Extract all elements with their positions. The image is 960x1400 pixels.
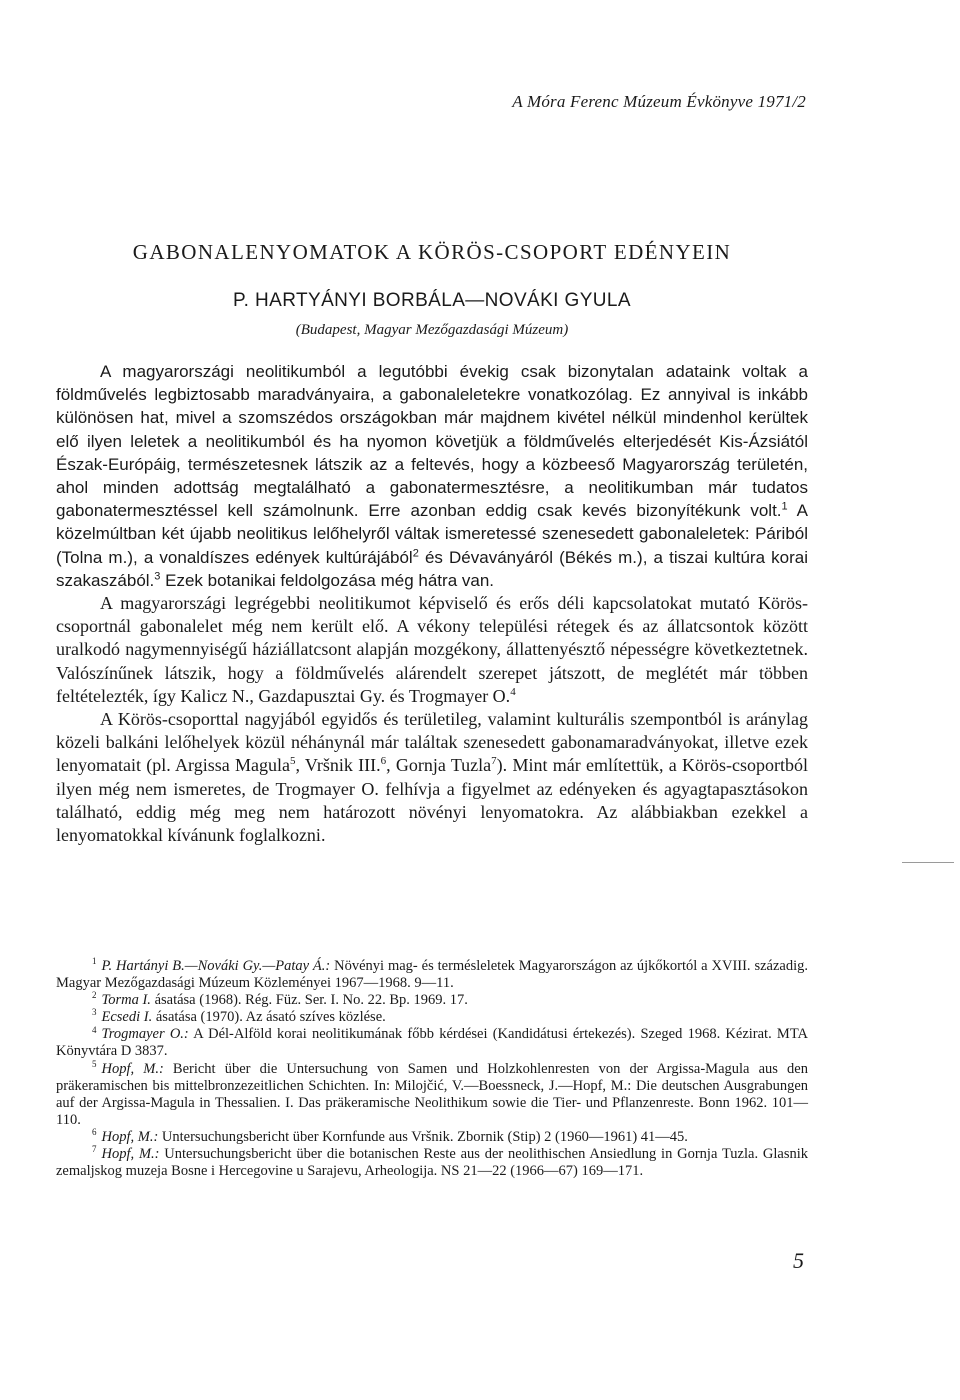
text-run: A magyarországi legrégebbi neolitikumot képviselő és erős déli kapcsolatokat mutató Körös-csoportnál gabonalelet még nem került elő. A vékony települési rétegek és az állatcsontok között uralkodó nagymennyiségű háziállatcsont alapján mozgékony, állattenyésztő népességre következtetnek. Valószínűnek látszik, hogy a földművelés alárendelt szerepet játszott, de meglétét már többen feltételezték, így Kalicz N., Gazdapusztai Gy. és Trogmayer O. [56,593,808,706]
article-title: GABONALENYOMATOK A KÖRÖS-CSOPORT EDÉNYEIN [132,240,732,264]
footnote-5 [56,1058,808,1129]
footnote-author: Torma I. [101,992,151,1009]
footnote-author: Hopf, M.: [101,1060,164,1077]
text-run: ). Mint már említettük, a Körös-csoportból ilyen még nem ismeretes, de Trogmayer O. felhívja a figyelmet az edényeken és agyagtapasztásokon található, eddig még meg nem határozott növényi lenyomatokra. Az alábbiakban ezekkel a lenyomatokkal kívánunk foglalkozni. [56,755,808,846]
footnote-ref-2[interactable]: 2 [412,546,419,559]
text-run: Ezek botanikai feldolgozása még hátra van. [160,570,494,590]
footnote-text: A Dél-Alföld korai neolitikumának főbb kérdései (Kandidátusi értekezés). Szeged 1968. Kézirat. MTA Könyvtára D 3837. [56,1026,808,1060]
article-body [56,360,808,847]
footnotes [56,958,808,1180]
footnote-3 [56,1009,808,1026]
text-run: A Körös-csoporttal nagyjából egyidős és területileg, valamint kulturális szempontból is aránylag közeli balkáni lelőhelyek közül néhánynál már találtak szenesedett gabonamaradványokat, illetve ezek lenyomatait (pl. Argissa Magula [56,709,808,776]
footnote-ref-5[interactable]: 5 [289,755,296,768]
footnote-2 [56,992,808,1009]
footnote-ref-6[interactable]: 6 [380,755,387,768]
paragraph-3 [56,708,808,847]
footnote-text: Untersuchungsbericht über die botanischen Reste aus der neolithischen Ansiedlung in Gornja Tuzla. Glasnik zemaljskog muzeja Bosne i Hercegovine u Sarajevu, Arheologija. NS 21—22 (1966—67) 169—171. [56,1146,808,1180]
text-run: és Dévaványáról (Békés m.), a tiszai kultúra korai szakaszából. [56,547,808,590]
paragraph-2 [56,592,808,708]
footnote-author: Hopf, M.: [101,1128,159,1145]
footnote-1 [56,958,808,992]
footnote-author: P. Hartányi B.—Nováki Gy.—Patay Á.: [101,958,331,974]
text-run: , Gornja Tuzla [386,755,492,776]
footnote-number: 3 [92,1007,97,1018]
footnote-number: 2 [92,990,97,1001]
footnote-text: Untersuchungsbericht über Kornfunde aus Vršnik. Zbornik (Stip) 2 (1960—1961) 41—45. [158,1128,688,1145]
page-number: 5 [793,1248,804,1273]
footnote-4 [56,1026,808,1060]
footnote-number: 4 [92,1024,97,1035]
footnote-6 [56,1129,808,1146]
author-affiliation: (Budapest, Magyar Mezőgazdasági Múzeum) [295,322,569,338]
text-run: A magyarországi neolitikumból a legutóbbi évekig csak bizonytalan adataink voltak a földművelés legbiztosabb maradványaira, a gabonaleletekre vonatkozólag. Ez annyival is inkább különösen hat, mivel a szomszédos országokban már majdnem kivétel nélkül mindenhol kerültek elő ilyen leletek a neolitikumból és ha nyomon követjük a földművelés elterjedését Kis-Ázsiától Észak-Európáig, természetesnek látszik az a feltevés, hogy a közbeeső Magyarország területén, ahol minden adottság megtalálható a gabonatermesztésre, a neolitikumban már tudatos gabonatermesztéssel kell számolnunk. Erre azonban eddig csak kevés bizonyítékunk volt. [56,362,808,521]
text-run: , Vršnik III. [295,755,381,776]
footnote-number: 7 [92,1144,97,1155]
footnote-text: Bericht über die Untersuchung von Samen und Holzkohlenresten von der Argissa-Magula aus den präkeramischen bis mittelbronzezeitlichen Schichten. In: Milojčić, V.—Boessneck, J.—Hopf, M.: Die deutschen Ausgrabungen auf der Argissa-Magula in Thessalien. I. Das präkeramische Neolithikum sowie die Tier- und Pflanzenreste. Bonn 1962. 101—110. [56,1060,808,1128]
paragraph-1 [56,360,808,592]
footnote-ref-4[interactable]: 4 [510,685,516,698]
page [56,0,808,1400]
journal-header: A Móra Ferenc Múzeum Évkönyve 1971/2 [512,92,806,111]
footnote-author: Trogmayer O.: [101,1026,189,1043]
footnote-text: ásatása (1970). Az ásató szíves közlése. [152,1009,386,1026]
footnote-ref-7[interactable]: 7 [491,755,497,768]
footnote-number: 1 [92,956,97,967]
footnote-author: Hopf, M.: [101,1146,160,1163]
footnote-7 [56,1146,808,1180]
footnote-ref-1[interactable]: 1 [781,500,788,513]
article-authors: P. HARTYÁNYI BORBÁLA—NOVÁKI GYULA [233,290,631,311]
footnote-number: 6 [92,1127,97,1138]
footnote-number: 5 [92,1058,97,1069]
margin-rule-mark [902,862,954,863]
footnote-text: Növényi mag- és termésleletek Magyarországon az újkőkortól a XVIII. századig. Magyar Mezőgazdasági Múzeum Közleményei 1967—1968. 9—11. [56,958,808,992]
footnote-author: Ecsedi I. [101,1009,153,1026]
text-run: A közelmúltban két újabb neolitikus lelőhelyről váltak ismeretessé szenesedett gabonaleletek: Páriból (Tolna m.), a vonaldíszes edények kultúrájából [56,501,808,567]
footnote-text: ásatása (1968). Rég. Füz. Ser. I. No. 22. Bp. 1969. 17. [150,992,468,1009]
footnote-ref-3[interactable]: 3 [154,570,161,583]
